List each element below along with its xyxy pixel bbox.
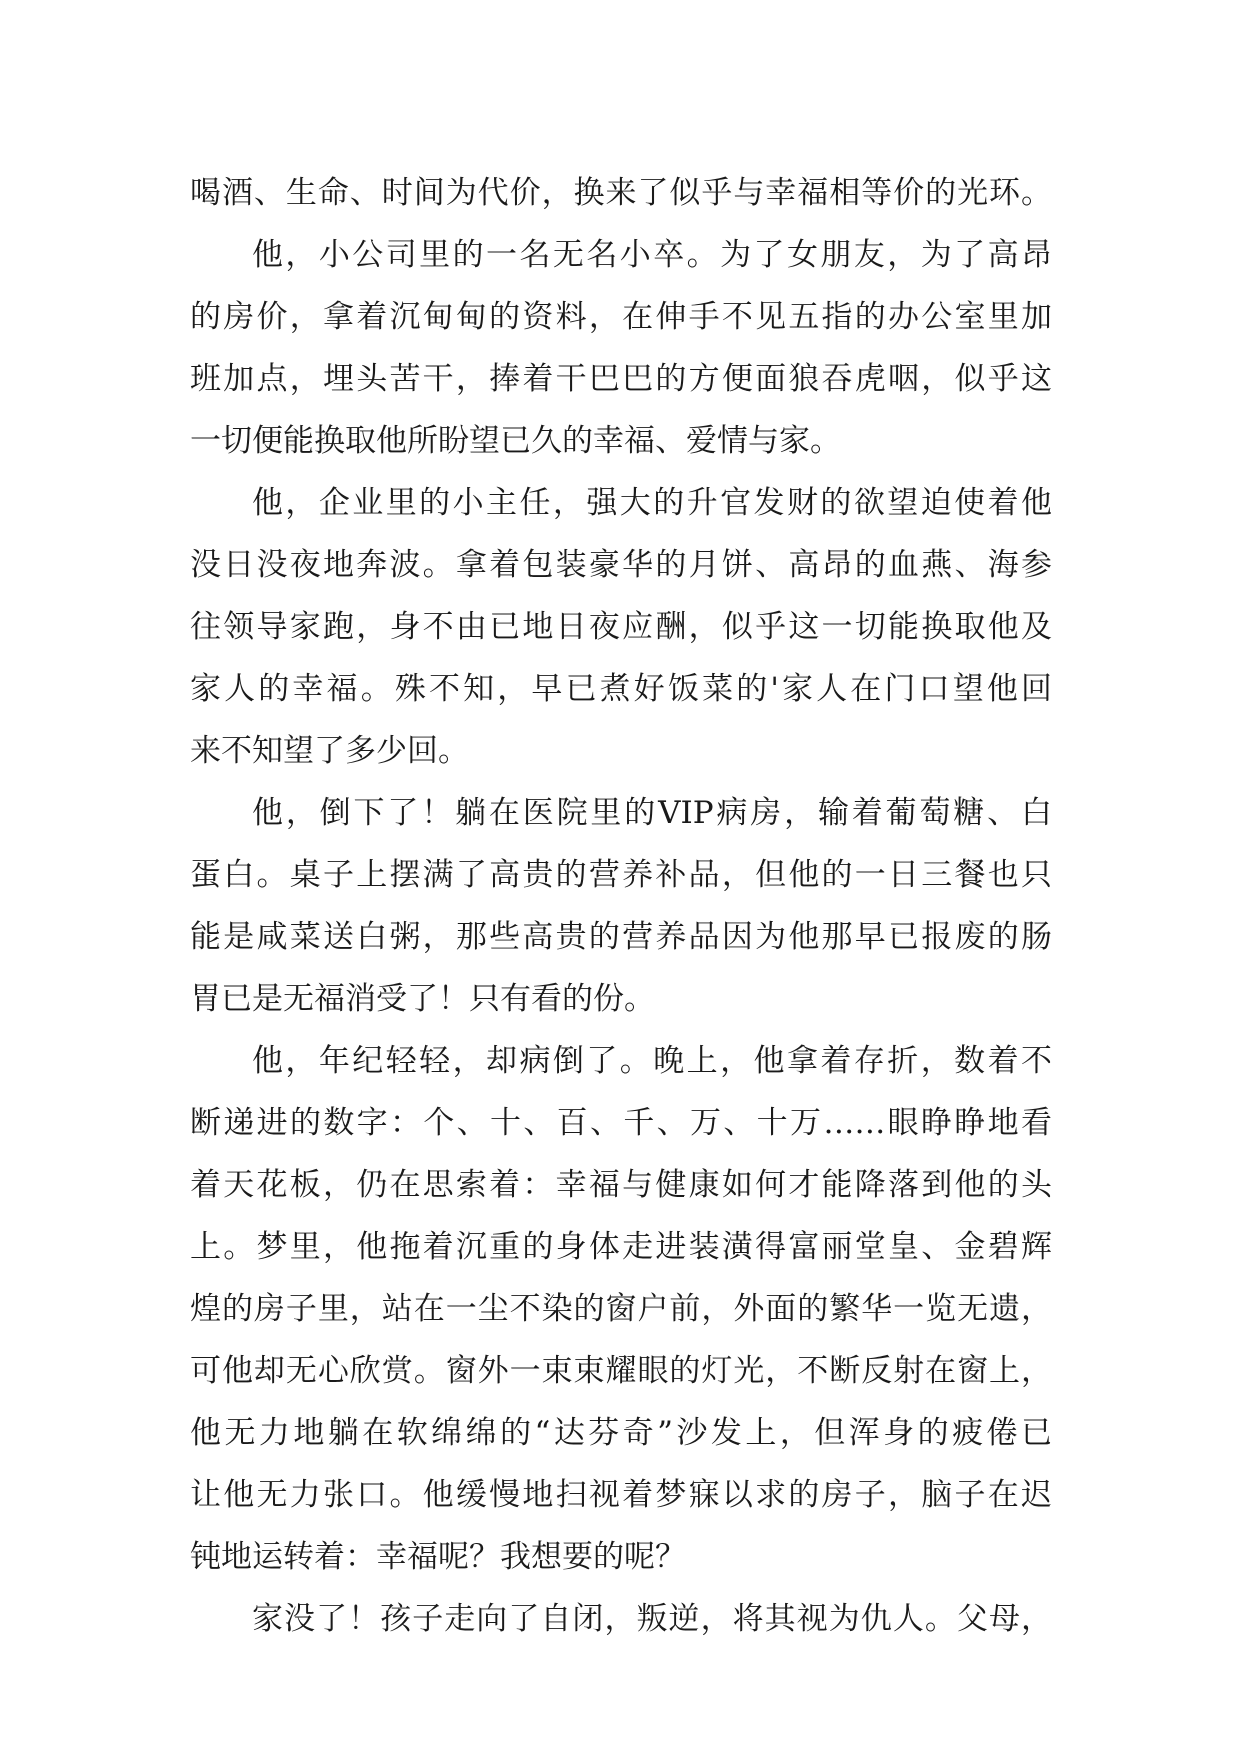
text-line: 煌的房子里，站在一尘不染的窗户前，外面的繁华一览无遗， <box>190 1291 1052 1327</box>
text-line: 断递进的数字：个、十、百、千、万、十万……眼睁睁地看 <box>190 1105 1052 1141</box>
text-line: 没日没夜地奔波。拿着包装豪华的月饼、高昂的血燕、海参 <box>190 547 1052 583</box>
text-line: 蛋白。桌子上摆满了高贵的营养补品，但他的一日三餐也只 <box>190 857 1052 893</box>
text-line: 能是咸菜送白粥，那些高贵的营养品因为他那早已报废的肠 <box>190 919 1052 955</box>
text-line: 他无力地躺在软绵绵的“达芬奇”沙发上，但浑身的疲倦已 <box>190 1415 1052 1451</box>
text-line: 胃已是无福消受了！只有看的份。 <box>190 981 655 1017</box>
text-line: 可他却无心欣赏。窗外一束束耀眼的灯光，不断反射在窗上， <box>190 1353 1052 1389</box>
text-line: 班加点，埋头苦干，捧着干巴巴的方便面狼吞虎咽，似乎这 <box>190 361 1052 397</box>
text-line: 钝地运转着：幸福呢？我想要的呢？ <box>190 1539 686 1575</box>
text-line: 上。梦里，他拖着沉重的身体走进装潢得富丽堂皇、金碧辉 <box>190 1229 1052 1265</box>
text-line: 喝酒、生命、时间为代价，换来了似乎与幸福相等价的光环。 <box>190 175 1052 211</box>
text-line: 让他无力张口。他缓慢地扫视着梦寐以求的房子，脑子在迟 <box>190 1477 1052 1513</box>
text-line: 他，倒下了！躺在医院里的VIP病房，输着葡萄糖、白 <box>252 795 1052 831</box>
text-line: 来不知望了多少回。 <box>190 733 469 769</box>
document-body <box>190 162 1052 1650</box>
text-line: 的房价，拿着沉甸甸的资料，在伸手不见五指的办公室里加 <box>190 299 1052 335</box>
text-line: 家没了！孩子走向了自闭，叛逆，将其视为仇人。父母， <box>252 1601 1052 1637</box>
text-line: 着天花板，仍在思索着：幸福与健康如何才能降落到他的头 <box>190 1167 1052 1203</box>
text-line: 往领导家跑，身不由已地日夜应酬，似乎这一切能换取他及 <box>190 609 1052 645</box>
text-line: 他，企业里的小主任，强大的升官发财的欲望迫使着他 <box>252 485 1052 521</box>
text-line: 家人的幸福。殊不知，早已煮好饭菜的'家人在门口望他回 <box>190 671 1052 707</box>
text-line: 他，年纪轻轻，却病倒了。晚上，他拿着存折，数着不 <box>252 1043 1052 1079</box>
text-line: 他，小公司里的一名无名小卒。为了女朋友，为了高昂 <box>252 237 1052 273</box>
text-line: 一切便能换取他所盼望已久的幸福、爱情与家。 <box>190 423 841 459</box>
